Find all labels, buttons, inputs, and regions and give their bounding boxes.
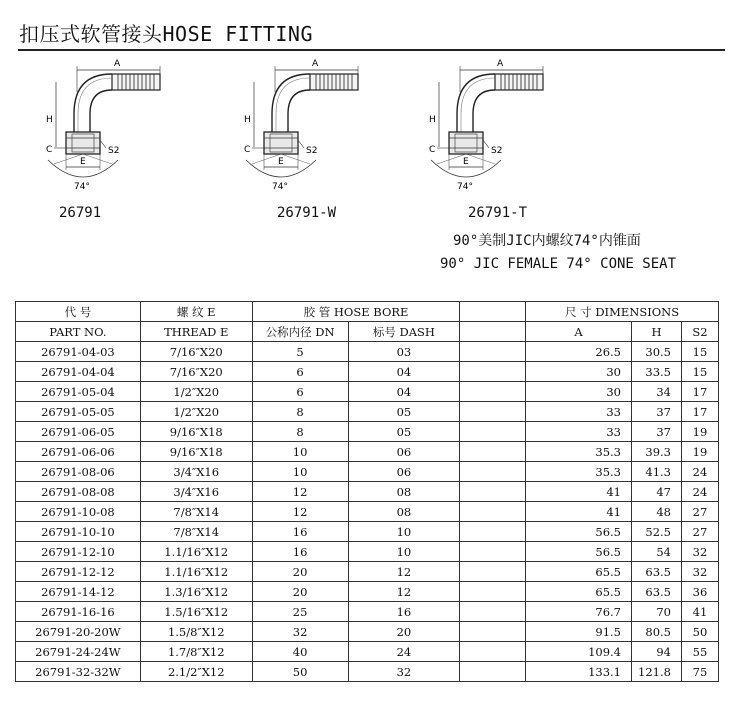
cell-dn: 16 [252,542,348,562]
cell-dash: 06 [348,462,460,482]
dim-h-label: H [46,115,53,125]
cell-h: 30.5 [632,342,682,362]
cell-a: 41 [526,502,632,522]
cell-thread: 1.5/16″X12 [140,602,252,622]
title-divider [18,49,725,51]
cell-h: 48 [632,502,682,522]
cell-s2: 41 [681,602,718,622]
spec-table [15,301,719,682]
drawing-label-26791-w: 26791-W [277,205,337,221]
cell-dn: 6 [252,362,348,382]
dim-e-label: E [278,157,284,167]
cell-s2: 27 [681,502,718,522]
cell-blank [460,642,526,662]
cell-a: 30 [526,382,632,402]
table-row [16,362,719,382]
cell-thread: 1.1/16″X12 [140,562,252,582]
cell-h: 70 [632,602,682,622]
drawing-label-26791-t: 26791-T [468,205,528,221]
cell-dash: 12 [348,562,460,582]
cell-dash: 05 [348,402,460,422]
cell-a: 26.5 [526,342,632,362]
cell-thread: 9/16″X18 [140,442,252,462]
table-row [16,662,719,682]
cell-thread: 1.7/8″X12 [140,642,252,662]
table-row [16,602,719,622]
header-dn: 公称内径 DN [252,322,348,342]
cell-s2: 32 [681,542,718,562]
cell-dash: 06 [348,442,460,462]
cell-part-no: 26791-10-08 [16,502,141,522]
cell-dash: 03 [348,342,460,362]
header-blank-2 [460,322,526,342]
table-row [16,522,719,542]
cell-part-no: 26791-04-03 [16,342,141,362]
dim-e-label: E [80,157,86,167]
cell-s2: 15 [681,362,718,382]
cell-s2: 24 [681,482,718,502]
drawing-26791-w [244,59,358,192]
cell-blank [460,522,526,542]
page-title: 扣压式软管接头HOSE FITTING [19,22,313,46]
cell-part-no: 26791-05-05 [16,402,141,422]
header-dash: 标号 DASH [348,322,460,342]
cell-s2: 27 [681,522,718,542]
cell-dash: 08 [348,502,460,522]
cell-thread: 7/8″X14 [140,522,252,542]
dim-c-label: C [244,145,251,155]
cell-part-no: 26791-04-04 [16,362,141,382]
cell-a: 65.5 [526,582,632,602]
cell-thread: 3/4″X16 [140,462,252,482]
cell-dn: 5 [252,342,348,362]
table-row [16,482,719,502]
cell-thread: 7/8″X14 [140,502,252,522]
cell-a: 76.7 [526,602,632,622]
cell-a: 35.3 [526,462,632,482]
cell-blank [460,402,526,422]
table-row [16,622,719,642]
angle-label: 74° [272,182,288,192]
dim-c-label: C [429,145,436,155]
header-blank [460,302,526,322]
cell-part-no: 26791-32-32W [16,662,141,682]
table-row [16,642,719,662]
cell-thread: 7/16″X20 [140,342,252,362]
drawing-label-26791: 26791 [59,205,102,221]
table-row [16,402,719,422]
cell-dash: 10 [348,542,460,562]
dim-a-label: A [497,59,504,69]
cell-part-no: 26791-16-16 [16,602,141,622]
cell-a: 65.5 [526,562,632,582]
cell-a: 33 [526,422,632,442]
header-s2: S2 [681,322,718,342]
cell-part-no: 26791-14-12 [16,582,141,602]
cell-part-no: 26791-05-04 [16,382,141,402]
cell-dn: 8 [252,402,348,422]
cell-dash: 12 [348,582,460,602]
angle-label: 74° [74,182,90,192]
cell-a: 35.3 [526,442,632,462]
cell-a: 109.4 [526,642,632,662]
cell-s2: 50 [681,622,718,642]
cell-dn: 12 [252,502,348,522]
cell-thread: 1/2″X20 [140,402,252,422]
cell-s2: 17 [681,402,718,422]
table-row [16,342,719,362]
caption-english: 90° JIC FEMALE 74° CONE SEAT [440,256,677,272]
cell-s2: 24 [681,462,718,482]
cell-dash: 04 [348,362,460,382]
cell-dn: 8 [252,422,348,442]
cell-blank [460,382,526,402]
header-thread-cn: 螺 纹 E [140,302,252,322]
header-partno: PART NO. [16,322,141,342]
cell-thread: 1.3/16″X12 [140,582,252,602]
cell-part-no: 26791-06-06 [16,442,141,462]
cell-h: 41.3 [632,462,682,482]
cell-dash: 16 [348,602,460,622]
cell-blank [460,362,526,382]
dim-s2-label: S2 [108,146,120,156]
cell-blank [460,422,526,442]
cell-h: 34 [632,382,682,402]
angle-label: 74° [457,182,473,192]
cell-thread: 1.5/8″X12 [140,622,252,642]
cell-thread: 1/2″X20 [140,382,252,402]
table-row [16,582,719,602]
cell-part-no: 26791-08-08 [16,482,141,502]
cell-dash: 10 [348,522,460,542]
cell-dn: 40 [252,642,348,662]
cell-thread: 2.1/2″X12 [140,662,252,682]
cell-dn: 10 [252,462,348,482]
cell-a: 56.5 [526,522,632,542]
cell-blank [460,442,526,462]
cell-dn: 20 [252,582,348,602]
cell-part-no: 26791-12-12 [16,562,141,582]
header-hose-cn: 胶 管 HOSE BORE [252,302,460,322]
cell-blank [460,662,526,682]
cell-dn: 32 [252,622,348,642]
cell-dn: 16 [252,522,348,542]
caption-chinese: 90°美制JIC内螺纹74°内锥面 [453,233,641,249]
cell-s2: 19 [681,442,718,462]
cell-dash: 08 [348,482,460,502]
cell-thread: 3/4″X16 [140,482,252,502]
dim-s2-label: S2 [491,146,503,156]
cell-h: 39.3 [632,442,682,462]
cell-h: 94 [632,642,682,662]
dim-c-label: C [46,145,53,155]
header-a: A [526,322,632,342]
cell-part-no: 26791-08-06 [16,462,141,482]
cell-blank [460,462,526,482]
cell-h: 37 [632,402,682,422]
cell-blank [460,562,526,582]
header-dimensions-cn: 尺 寸 DIMENSIONS [526,302,719,322]
cell-dn: 12 [252,482,348,502]
table-row [16,562,719,582]
cell-dash: 32 [348,662,460,682]
cell-s2: 19 [681,422,718,442]
cell-part-no: 26791-06-05 [16,422,141,442]
cell-part-no: 26791-10-10 [16,522,141,542]
cell-h: 121.8 [632,662,682,682]
dim-h-label: H [429,115,436,125]
dim-a-label: A [312,59,319,69]
cell-part-no: 26791-24-24W [16,642,141,662]
header-thread: THREAD E [140,322,252,342]
cell-part-no: 26791-12-10 [16,542,141,562]
table-row [16,422,719,442]
dim-a-label: A [114,59,121,69]
cell-h: 54 [632,542,682,562]
cell-blank [460,502,526,522]
cell-thread: 1.1/16″X12 [140,542,252,562]
cell-s2: 55 [681,642,718,662]
dim-s2-label: S2 [306,146,318,156]
cell-a: 91.5 [526,622,632,642]
cell-dn: 10 [252,442,348,462]
cell-s2: 17 [681,382,718,402]
cell-h: 63.5 [632,562,682,582]
cell-blank [460,582,526,602]
cell-dash: 20 [348,622,460,642]
cell-a: 41 [526,482,632,502]
header-row-en [16,322,719,342]
table-row [16,462,719,482]
table-row [16,442,719,462]
cell-blank [460,542,526,562]
cell-h: 80.5 [632,622,682,642]
cell-dn: 20 [252,562,348,582]
cell-dn: 25 [252,602,348,622]
cell-blank [460,622,526,642]
cell-a: 33 [526,402,632,422]
cell-blank [460,342,526,362]
fitting-drawings [0,52,743,232]
header-h: H [632,322,682,342]
drawing-26791 [46,59,160,192]
cell-h: 47 [632,482,682,502]
cell-s2: 15 [681,342,718,362]
cell-part-no: 26791-20-20W [16,622,141,642]
cell-a: 30 [526,362,632,382]
cell-dn: 6 [252,382,348,402]
cell-thread: 7/16″X20 [140,362,252,382]
cell-h: 33.5 [632,362,682,382]
header-code-cn: 代 号 [16,302,141,322]
cell-s2: 36 [681,582,718,602]
cell-blank [460,482,526,502]
cell-h: 52.5 [632,522,682,542]
table-row [16,542,719,562]
cell-dash: 24 [348,642,460,662]
cell-h: 37 [632,422,682,442]
cell-s2: 32 [681,562,718,582]
table-row [16,382,719,402]
cell-dn: 50 [252,662,348,682]
dim-e-label: E [463,157,469,167]
dim-h-label: H [244,115,251,125]
cell-s2: 75 [681,662,718,682]
cell-dash: 04 [348,382,460,402]
cell-dash: 05 [348,422,460,442]
cell-blank [460,602,526,622]
cell-a: 133.1 [526,662,632,682]
cell-thread: 9/16″X18 [140,422,252,442]
drawing-26791-t [429,59,543,192]
header-row-cn [16,302,719,322]
cell-a: 56.5 [526,542,632,562]
cell-h: 63.5 [632,582,682,602]
table-row [16,502,719,522]
